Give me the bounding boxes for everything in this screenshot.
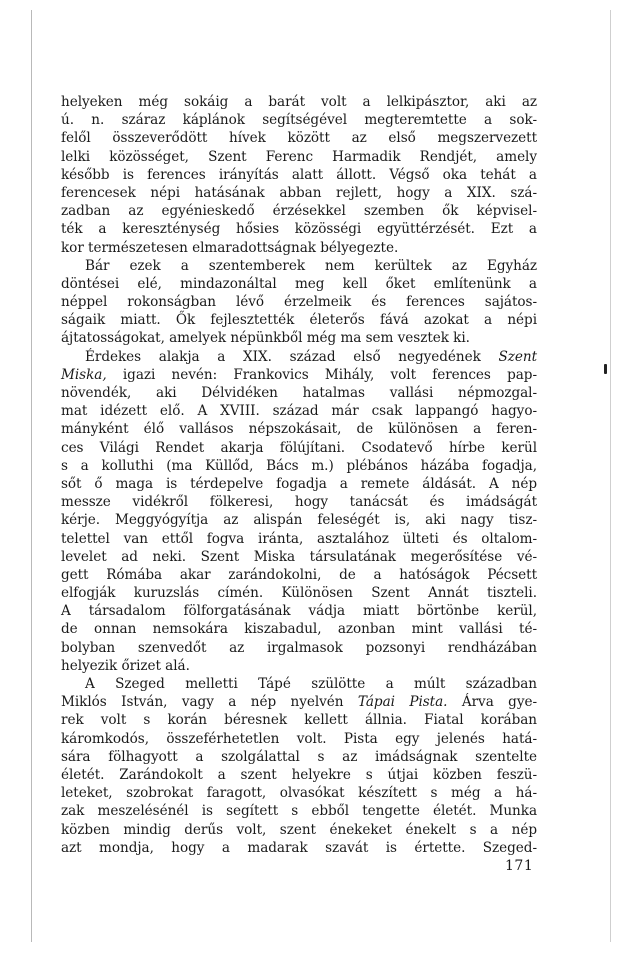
text-line: Miklós István, vagy a nép nyelvén Tápai Pista. Árva gye- [61,694,537,711]
text-line: bolyban szenvedőt az irgalmasok pozsonyi rendházában [61,639,537,656]
text-line: felől összeverődött hívek között az első megszervezett [61,130,537,147]
text-line: messze vidékről fölkeresi, hogy tanácsát és imádságát [61,494,537,511]
text-line: s a kolluthi (ma Küllőd, Bács m.) plébános házába fogadja, [61,457,537,474]
page-number: 171 [505,858,534,874]
text-line: ték a kereszténység hősies közösségi együttérzését. Ezt a [61,221,537,238]
text-line: mat idézett elő. A XVIII. század már csak lappangó hagyo- [61,403,537,420]
text-line: néppel rokonságban lévő érzelmeik és ferences sajátos- [61,294,537,311]
paragraph [61,257,537,348]
body-text [61,93,537,857]
text-line: A Szeged melletti Tápé szülötte a múlt században [85,676,537,692]
text-line: ájtatosságokat, amelyek népünkből még ma sem vesztek ki. [61,330,470,347]
text-line: helyezik őrizet alá. [61,657,190,674]
text-line: sőt ő maga is térdepelve fogadja a remete áldását. A nép [61,475,537,492]
text-line: mányként élő vallásos népszokásait, de különösen a feren- [61,421,537,438]
paragraph [61,675,537,857]
text-line: életét. Zarándokolt a szent helyekre s útjai közben feszü- [61,766,537,783]
text-line: elfogják kuruzslás címén. Különösen Szent Annát tiszteli. [61,585,537,602]
text-line: közben mindig derűs volt, szent énekeket énekelt s a nép [61,821,537,838]
paragraph [61,93,537,257]
text-line: zadban az egyénieskedő érzésekkel szemben ők képvisel- [61,203,537,220]
text-line: ces Világi Rendet akarja fölújítani. Csodatevő hírbe kerül [61,439,537,456]
text-line: ságaik miatt. Ők fejlesztették életerős fává azokat a népi [61,312,537,329]
text-line: kor természetesen elmaradottságnak bélyegezte. [61,239,399,256]
text-line: levelet ad neki. Szent Miska társulatának megerősítése vé- [61,548,537,565]
text-line: növendék, aki Délvidéken hatalmas vallási népmozgal- [61,385,537,401]
text-line: de onnan nemsokára kiszabadul, azonban mint vallási té- [61,621,537,638]
text-line: telettel van ettől fogva iránta, asztalához ülteti és oltalom- [61,530,537,547]
text-line: Érdekes alakja a XIX. század első negyedének Szent [85,348,537,365]
text-line: káromkodós, összeférhetetlen volt. Pista egy jelenés hatá- [61,730,537,747]
text-line: Miska, igazi nevén: Frankovics Mihály, volt ferences pap- [61,366,537,383]
paragraph [61,348,537,675]
text-line: A társadalom fölforgatásának vádja miatt börtönbe kerül, [61,603,537,620]
text-line: ferencesek népi hatásának abban rejlett, hogy a XIX. szá- [61,184,537,201]
text-line: ú. n. száraz káplánok segítségével megteremtette a sok- [61,112,537,129]
text-line: kérje. Meggyógyítja az alispán feleségét is, aki nagy tisz- [61,512,537,529]
text-line: zak meszelésénél is segített s ebből tengette életét. Munka [61,803,537,820]
text-line: helyeken még sokáig a barát volt a lelkipásztor, aki az [61,94,537,110]
margin-mark [604,364,607,374]
text-line: leteket, szobrokat faragott, olvasókat készített s még a há- [61,785,537,802]
text-line: később is ferences irányítás alatt állott. Végső oka tehát a [61,166,537,183]
text-line: rek volt s korán béresnek kellett állnia. Fiatal korában [61,712,537,729]
text-line: lelki közösséget, Szent Ferenc Harmadik Rendjét, amely [61,148,537,165]
text-line: gett Rómába akar zarándokolni, de a hatóságok Pécsett [61,566,537,583]
text-line: döntései elé, mindazonáltal meg kell őket említenünk a [61,275,537,292]
text-line: Bár ezek a szentemberek nem kerültek az Egyház [85,257,537,274]
text-line: azt mondja, hogy a madarak szavát is értette. Szeged- [61,839,537,856]
text-line: sára fölhagyott a szolgálattal s az imádságnak szentelte [61,748,537,765]
